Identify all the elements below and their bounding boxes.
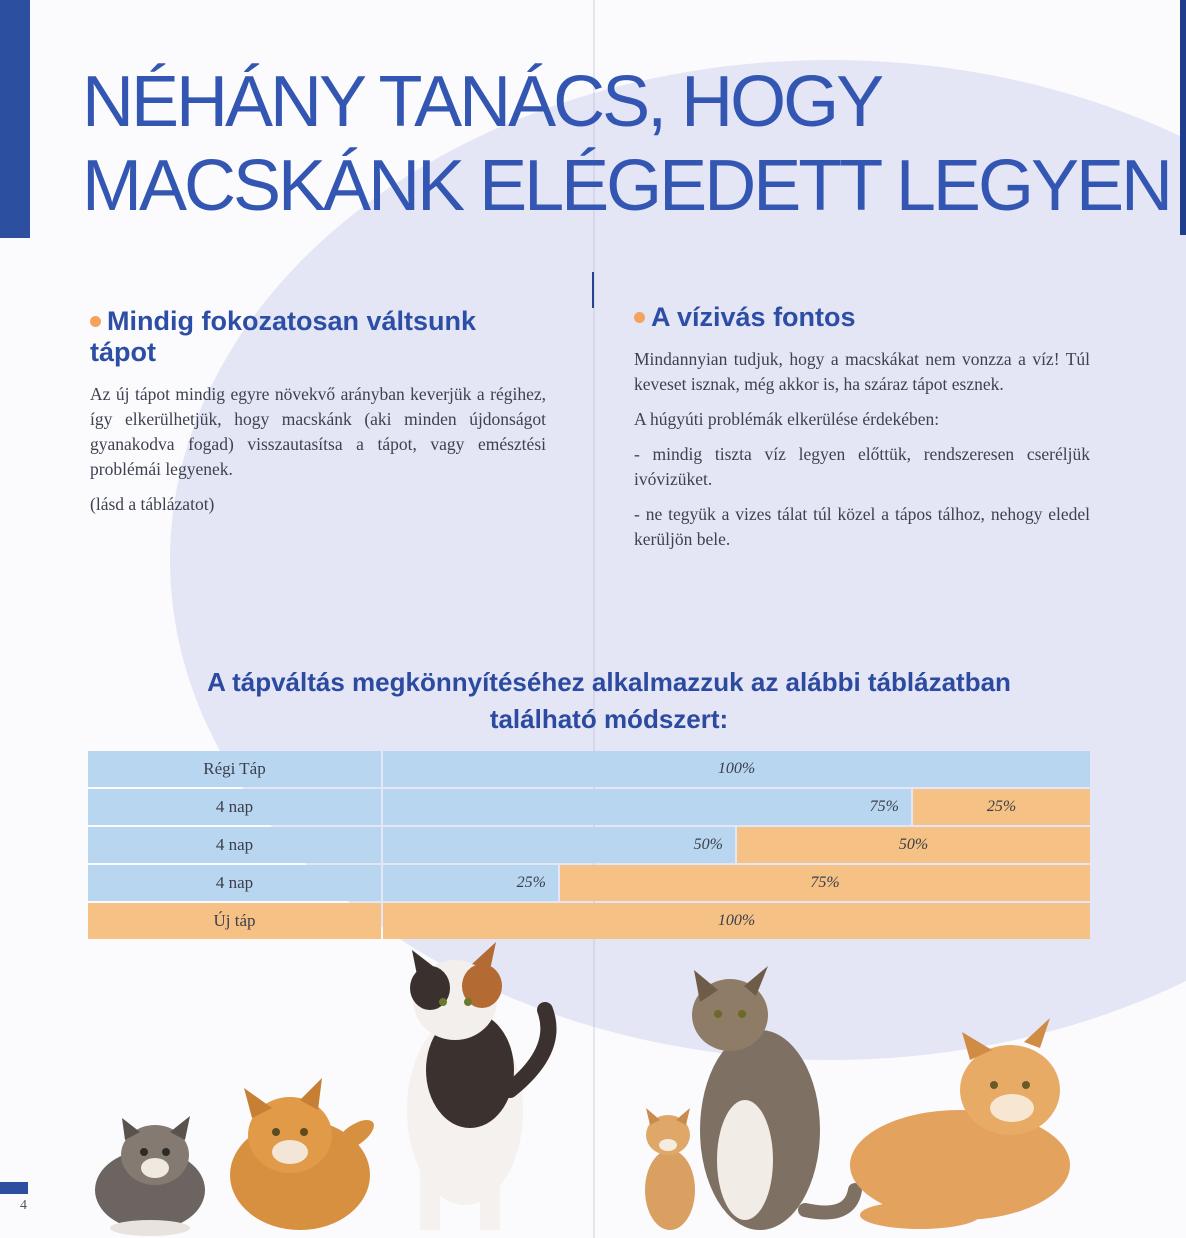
table-row [88, 903, 1090, 941]
ginger-lying-cat-graphic [850, 1018, 1070, 1229]
headline-line-1: NÉHÁNY TANÁCS, HOGY [82, 62, 882, 142]
table-row [88, 827, 1090, 865]
row-label: Régi Táp [88, 751, 381, 787]
page-headline [82, 60, 1170, 228]
table-heading-line-2: található módszert: [489, 704, 729, 734]
ratio-bar [383, 903, 1090, 939]
table-heading-line-1: A tápváltás megkönnyítéséhez alkalmazzuk az alábbi táblázatban [207, 667, 1011, 697]
row-label: 4 nap [88, 865, 381, 901]
old-food-segment: 25% [383, 865, 558, 901]
section-water-paragraph: Mindannyian tudjuk, hogy a macskákat nem vonzza a víz! Túl keveset isznak, még akkor is, ha száraz tápot esznek. [634, 349, 1090, 394]
section-food-change-paragraph: Az új tápot mindig egyre növekvő arányban keverjük a régihez, így elkerülhetjük, hogy macskánk (aki minden újdonságot gyanakodva fogad) visszautasítsa a tápot, vagy emésztési problémái legyenek. [90, 384, 546, 479]
title-text: A vízivás fontos [651, 302, 856, 332]
ginger-cat-graphic [230, 1078, 379, 1230]
section-food-change [90, 306, 546, 527]
calico-cat-graphic [407, 942, 548, 1230]
cats-illustration [0, 940, 1186, 1238]
bullet-icon [90, 316, 101, 327]
bullet-icon [634, 312, 645, 323]
left-accent-bar [0, 0, 30, 238]
table-heading [88, 664, 1130, 738]
section-water-list-item: - ne tegyük a vizes tálat túl közel a tápos tálhoz, nehogy eledel kerüljön bele. [634, 504, 1090, 549]
tabby-cat-graphic [692, 966, 855, 1230]
ratio-bar [383, 865, 1090, 901]
old-food-segment: 75% [383, 789, 911, 825]
table-row [88, 751, 1090, 789]
ginger-kitten-graphic [645, 1108, 695, 1230]
section-water-paragraph: A húgyúti problémák elkerülése érdekében: [634, 409, 940, 429]
ratio-bar [383, 789, 1090, 825]
page-number: 4 [20, 1198, 27, 1213]
section-food-change-title [90, 306, 546, 368]
section-water-title [634, 302, 1090, 333]
old-food-segment: 100% [383, 751, 1090, 787]
section-water [634, 302, 1090, 562]
headline-line-2: MACSKÁNK ELÉGEDETT LEGYEN [82, 146, 1171, 226]
title-line-2: tápot [90, 337, 156, 367]
new-food-segment: 50% [737, 827, 1090, 863]
title-line-1: Mindig fokozatosan váltsunk [107, 306, 477, 336]
section-water-list-item: - mindig tiszta víz legyen előttük, rendszeresen cseréljük ivóvizüket. [634, 444, 1090, 489]
row-label: Új táp [88, 903, 381, 939]
row-label: 4 nap [88, 827, 381, 863]
right-accent-strip [1180, 0, 1186, 235]
new-food-segment: 25% [913, 789, 1090, 825]
ratio-bar [383, 827, 1090, 863]
ratio-bar [383, 751, 1090, 787]
row-label: 4 nap [88, 789, 381, 825]
food-transition-table [88, 751, 1090, 941]
spine-mark [592, 272, 594, 308]
new-food-segment: 75% [560, 865, 1090, 901]
old-food-segment: 50% [383, 827, 735, 863]
table-row [88, 789, 1090, 827]
new-food-segment: 100% [383, 903, 1090, 939]
kitten-tabby-graphic [95, 1116, 205, 1236]
table-reference-note: (lásd a táblázatot) [90, 494, 215, 514]
table-row [88, 865, 1090, 903]
